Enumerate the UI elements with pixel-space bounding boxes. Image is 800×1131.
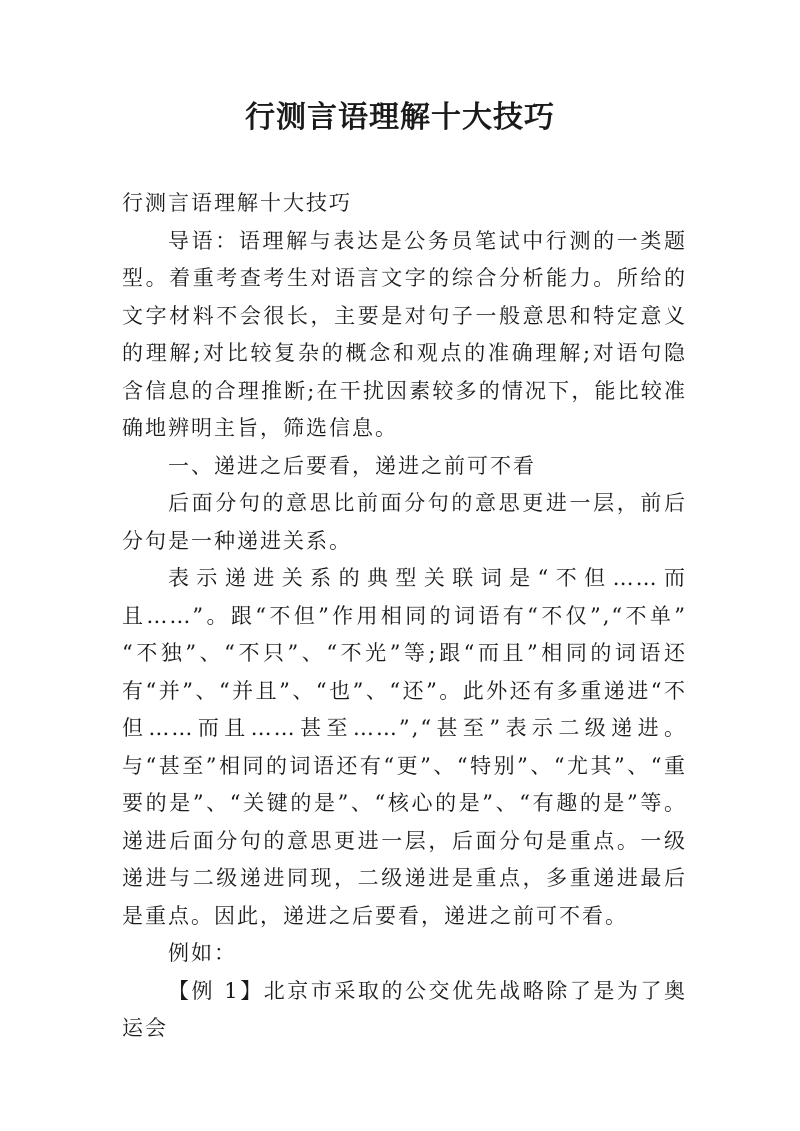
- section-heading-1: 一、递进之后要看，递进之前可不看: [168, 453, 536, 478]
- paragraph-subtitle: 行测言语理解十大技巧: [122, 191, 352, 215]
- document-body: [122, 185, 687, 1048]
- paragraph-definition: 后面分句的意思比前面分句的意思更进一层，前后分句是一种递进关系。: [122, 491, 687, 553]
- document-title: 行测言语理解十大技巧: [245, 100, 555, 135]
- paragraph-example-1: 【例 1】北京市采取的公交优先战略除了是为了奥运会: [122, 978, 687, 1040]
- paragraph-intro: 导语：语理解与表达是公务员笔试中行测的一类题型。着重考查考生对语言文字的综合分析能力。所给的文字材料不会很长，主要是对句子一般意思和特定意义的理解;对比较复杂的概念和观点的准确理解;对语句隐含信息的合理推断;在干扰因素较多的情况下，能比较准确地辨明主旨，筛选信息。: [122, 228, 687, 440]
- paragraph-example-intro: 例如：: [168, 941, 237, 965]
- paragraph-connectives: 表示递进关系的典型关联词是“不但……而且……”。跟“不但”作用相同的词语有“不仅”,“不单” “不独”、“不只”、“不光”等;跟“而且”相同的词语还有“并”、“并且”、“也”、“还”。此外还有多重递进“不但……而且……甚至……”,“甚至”表示二级递进。与“甚至”相同的词语还有“更”、“特别”、“尤其”、“重要的是”、“关键的是”、“核心的是”、“有趣的是”等。 递进后面分句的意思更进一层，后面分句是重点。一级递进与二级递进同现，二级递进是重点，多重递进最后是重点。因此，递进之后要看，递进之前可不看。: [122, 566, 687, 928]
